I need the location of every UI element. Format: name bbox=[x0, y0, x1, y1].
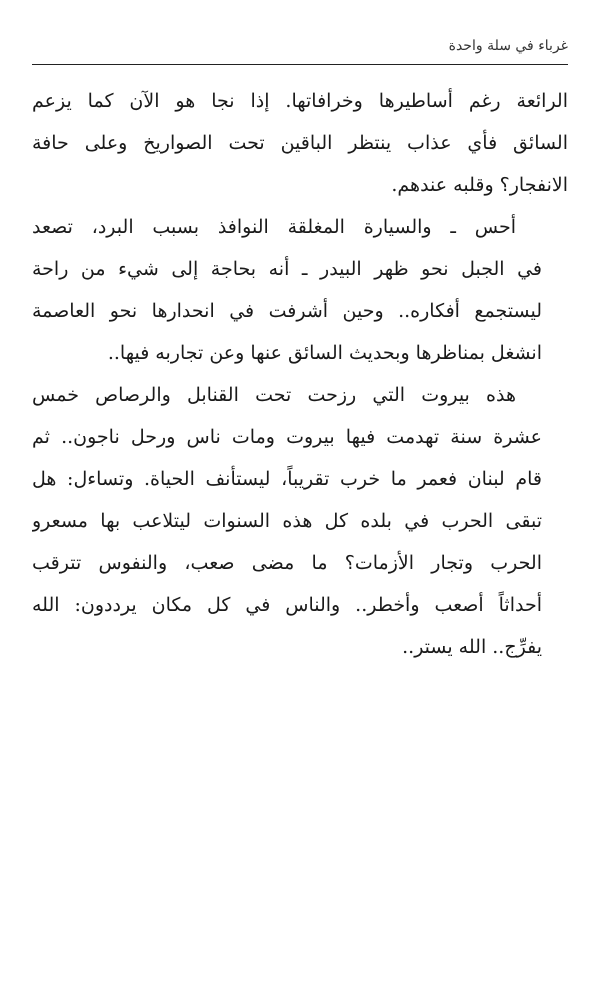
text-line: الحرب وتجار الأزمات؟ ما مضى صعب، والنفوس تترقب bbox=[32, 552, 542, 574]
text-line: قام لبنان فعمر ما خرب تقريباً، ليستأنف الحياة. وتساءل: هل bbox=[32, 468, 542, 490]
text-line: في الجبل نحو ظهر البيدر ـ أنه بحاجة إلى شيء من راحة bbox=[32, 258, 542, 280]
body-text bbox=[32, 80, 568, 668]
header-divider bbox=[32, 64, 568, 65]
paragraph-3 bbox=[32, 374, 568, 668]
text-line: أحس ـ والسيارة المغلقة النوافذ بسبب البرد، تصعد bbox=[32, 216, 516, 238]
paragraph-2 bbox=[32, 206, 568, 374]
text-line: انشغل بمناظرها وبحديث السائق عنها وعن تجاربه فيها.. bbox=[107, 342, 542, 364]
text-line: السائق فأي عذاب ينتظر الباقين تحت الصواريخ وعلى حافة bbox=[32, 132, 568, 154]
text-line: عشرة سنة تهدمت فيها بيروت ومات ناس ورحل ناجون.. ثم bbox=[32, 426, 542, 448]
text-line: الانفجار؟ وقلبه عندهم. bbox=[391, 174, 568, 196]
text-line: هذه بيروت التي رزحت تحت القنابل والرصاص خمس bbox=[32, 384, 516, 406]
text-line: يفرِّج.. الله يستر.. bbox=[402, 636, 542, 658]
text-line: تبقى الحرب في بلده كل هذه السنوات ليتلاعب بها مسعرو bbox=[32, 510, 542, 532]
text-line: ليستجمع أفكاره.. وحين أشرفت في انحدارها نحو العاصمة bbox=[32, 300, 542, 322]
paragraph-1 bbox=[32, 80, 568, 206]
text-line: أحداثاً أصعب وأخطر.. والناس في كل مكان يرددون: الله bbox=[32, 594, 542, 616]
text-line: الرائعة رغم أساطيرها وخرافاتها. إذا نجا هو الآن كما يزعم bbox=[32, 90, 568, 112]
running-header: غرباء في سلة واحدة bbox=[448, 38, 568, 54]
